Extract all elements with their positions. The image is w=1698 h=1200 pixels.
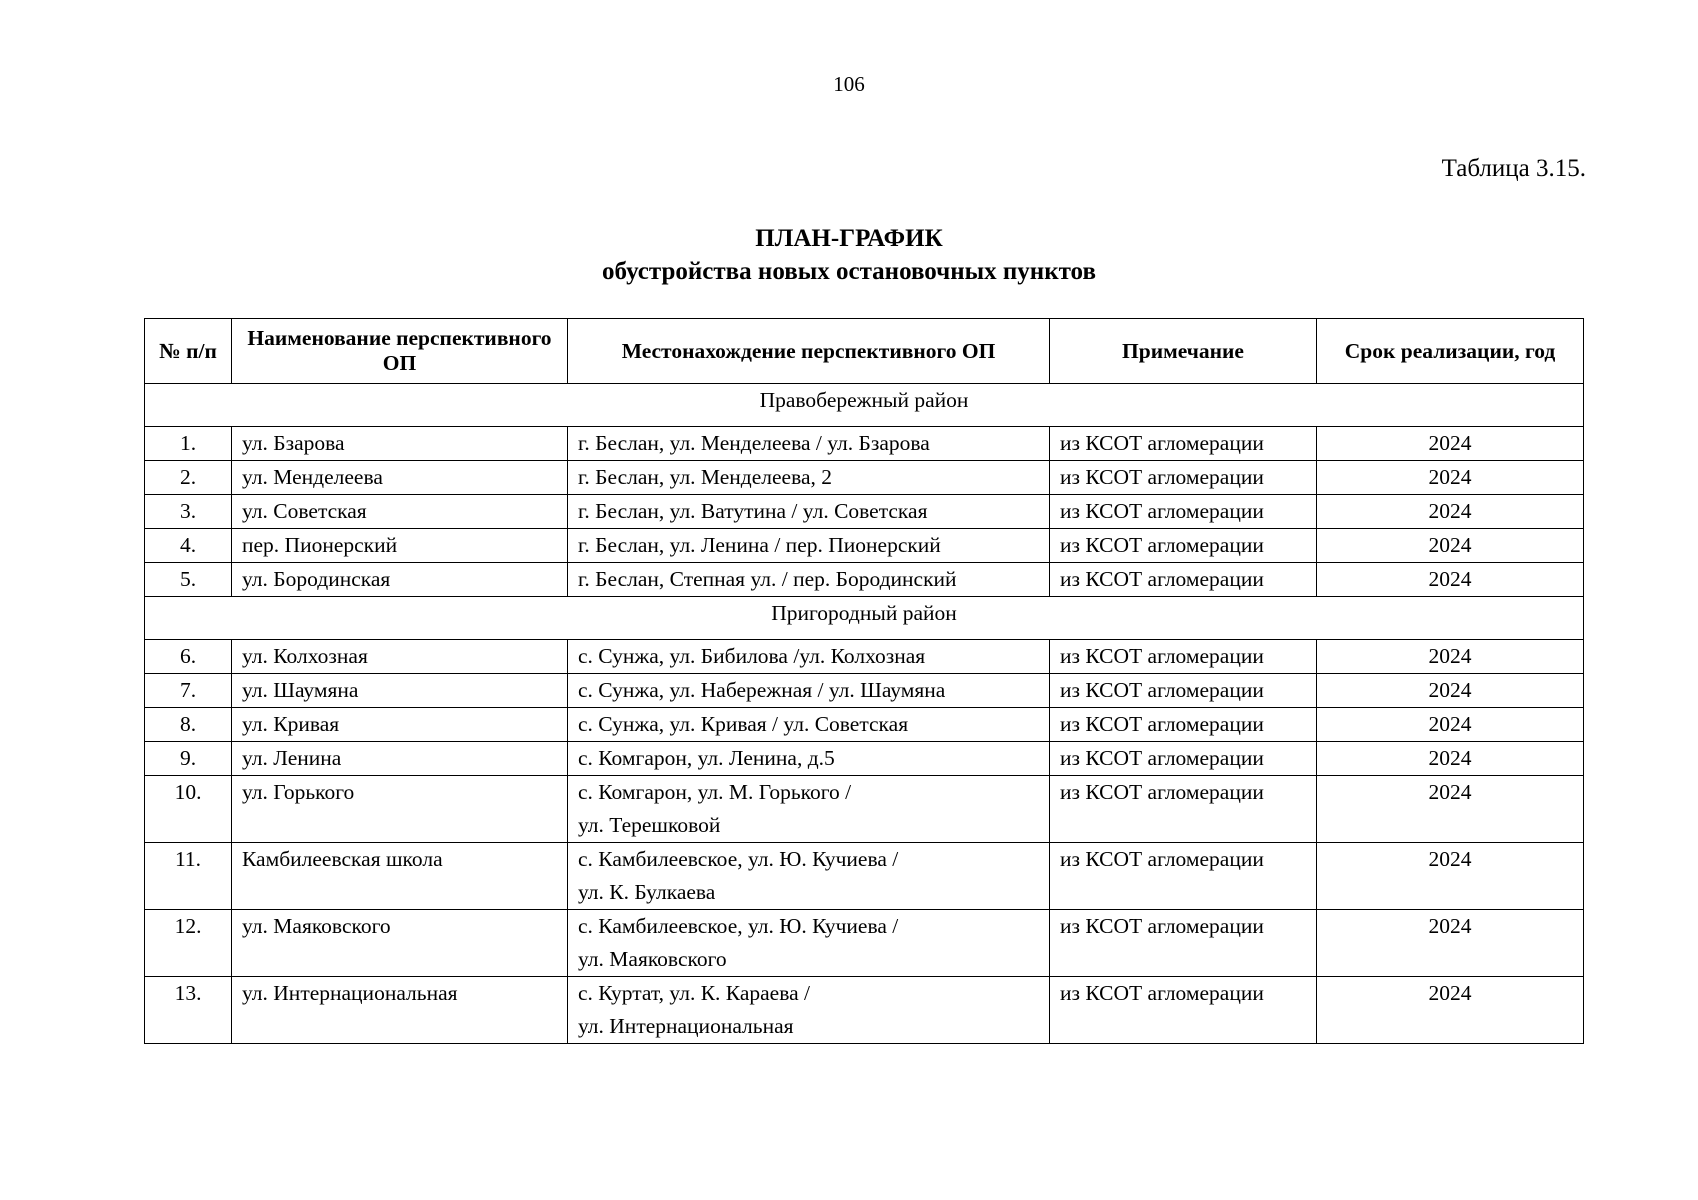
cell-note: из КСОТ агломерации	[1050, 640, 1317, 674]
cell-note: из КСОТ агломерации	[1050, 495, 1317, 529]
location-line: с. Сунжа, ул. Бибилова /ул. Колхозная	[578, 644, 926, 668]
table-row	[145, 843, 1584, 910]
cell-note: из КСОТ агломерации	[1050, 563, 1317, 597]
cell-year: 2024	[1317, 529, 1584, 563]
cell-name: ул. Горького	[232, 776, 568, 843]
cell-year: 2024	[1317, 674, 1584, 708]
cell-location	[568, 427, 1050, 461]
cell-name: ул. Советская	[232, 495, 568, 529]
cell-num: 7.	[145, 674, 232, 708]
cell-note: из КСОТ агломерации	[1050, 910, 1317, 977]
table-body	[145, 384, 1584, 1044]
cell-location	[568, 708, 1050, 742]
cell-year: 2024	[1317, 776, 1584, 843]
table-header-row	[145, 319, 1584, 384]
cell-num: 4.	[145, 529, 232, 563]
location-line: с. Сунжа, ул. Кривая / ул. Советская	[578, 712, 909, 736]
location-line: с. Сунжа, ул. Набережная / ул. Шаумяна	[578, 678, 946, 702]
table-row	[145, 461, 1584, 495]
cell-year: 2024	[1317, 742, 1584, 776]
location-line: с. Комгарон, ул. Ленина, д.5	[578, 746, 835, 770]
table-row	[145, 640, 1584, 674]
cell-num: 1.	[145, 427, 232, 461]
table-row	[145, 910, 1584, 977]
cell-year: 2024	[1317, 563, 1584, 597]
location-line: ул. Интернациональная	[578, 1014, 794, 1038]
cell-name: пер. Пионерский	[232, 529, 568, 563]
cell-num: 11.	[145, 843, 232, 910]
region-heading: Пригородный район	[145, 597, 1584, 640]
cell-year: 2024	[1317, 461, 1584, 495]
region-row	[145, 384, 1584, 427]
cell-name: ул. Интернациональная	[232, 977, 568, 1044]
cell-location	[568, 776, 1050, 843]
location-line: с. Камбилеевское, ул. Ю. Кучиева /	[578, 914, 899, 938]
table-row	[145, 776, 1584, 843]
cell-year: 2024	[1317, 427, 1584, 461]
location-line: ул. Терешковой	[578, 813, 721, 837]
cell-year: 2024	[1317, 640, 1584, 674]
header-term: Срок реализации, год	[1317, 319, 1584, 384]
region-heading: Правобережный район	[145, 384, 1584, 427]
schedule-table	[144, 318, 1584, 1044]
document-title-line-1: ПЛАН-ГРАФИК	[755, 225, 943, 252]
header-location: Местонахождение перспективного ОП	[568, 319, 1050, 384]
cell-note: из КСОТ агломерации	[1050, 674, 1317, 708]
cell-name: ул. Ленина	[232, 742, 568, 776]
table-row	[145, 563, 1584, 597]
location-line: с. Куртат, ул. К. Караева /	[578, 981, 810, 1005]
cell-name: ул. Кривая	[232, 708, 568, 742]
page-number: 106	[833, 72, 865, 96]
table-row	[145, 708, 1584, 742]
cell-name: ул. Бзарова	[232, 427, 568, 461]
cell-num: 9.	[145, 742, 232, 776]
location-line: г. Беслан, ул. Менделеева / ул. Бзарова	[578, 431, 930, 455]
region-row	[145, 597, 1584, 640]
table-row	[145, 977, 1584, 1044]
cell-year: 2024	[1317, 495, 1584, 529]
cell-note: из КСОТ агломерации	[1050, 776, 1317, 843]
location-line: ул. Маяковского	[578, 947, 727, 971]
cell-name: ул. Колхозная	[232, 640, 568, 674]
cell-num: 13.	[145, 977, 232, 1044]
cell-num: 3.	[145, 495, 232, 529]
location-line: ул. К. Булкаева	[578, 880, 716, 904]
cell-location	[568, 843, 1050, 910]
cell-note: из КСОТ агломерации	[1050, 977, 1317, 1044]
cell-name: Камбилеевская школа	[232, 843, 568, 910]
cell-location	[568, 495, 1050, 529]
cell-num: 2.	[145, 461, 232, 495]
cell-name: ул. Маяковского	[232, 910, 568, 977]
location-line: с. Комгарон, ул. М. Горького /	[578, 780, 852, 804]
location-line: г. Беслан, ул. Ленина / пер. Пионерский	[578, 533, 941, 557]
header-num: № п/п	[145, 319, 232, 384]
document-title-line-2: обустройства новых остановочных пунктов	[602, 258, 1096, 285]
table-row	[145, 742, 1584, 776]
cell-note: из КСОТ агломерации	[1050, 742, 1317, 776]
table-label: Таблица 3.15.	[1441, 155, 1586, 182]
cell-note: из КСОТ агломерации	[1050, 427, 1317, 461]
cell-location	[568, 674, 1050, 708]
cell-year: 2024	[1317, 708, 1584, 742]
cell-note: из КСОТ агломерации	[1050, 461, 1317, 495]
cell-note: из КСОТ агломерации	[1050, 843, 1317, 910]
cell-year: 2024	[1317, 977, 1584, 1044]
cell-num: 12.	[145, 910, 232, 977]
cell-location	[568, 563, 1050, 597]
cell-name: ул. Менделеева	[232, 461, 568, 495]
cell-location	[568, 640, 1050, 674]
location-line: с. Камбилеевское, ул. Ю. Кучиева /	[578, 847, 899, 871]
cell-location	[568, 529, 1050, 563]
cell-note: из КСОТ агломерации	[1050, 708, 1317, 742]
cell-num: 6.	[145, 640, 232, 674]
location-line: г. Беслан, Степная ул. / пер. Бородинский	[578, 567, 957, 591]
cell-location	[568, 910, 1050, 977]
cell-year: 2024	[1317, 843, 1584, 910]
cell-num: 5.	[145, 563, 232, 597]
cell-location	[568, 977, 1050, 1044]
cell-name: ул. Бородинская	[232, 563, 568, 597]
cell-note: из КСОТ агломерации	[1050, 529, 1317, 563]
document-title	[0, 222, 1698, 288]
header-note: Примечание	[1050, 319, 1317, 384]
table-row	[145, 427, 1584, 461]
cell-name: ул. Шаумяна	[232, 674, 568, 708]
location-line: г. Беслан, ул. Ватутина / ул. Советская	[578, 499, 928, 523]
cell-num: 8.	[145, 708, 232, 742]
cell-num: 10.	[145, 776, 232, 843]
table-row	[145, 529, 1584, 563]
cell-year: 2024	[1317, 910, 1584, 977]
table-row	[145, 674, 1584, 708]
header-name: Наименование перспективного ОП	[232, 319, 568, 384]
cell-location	[568, 742, 1050, 776]
cell-location	[568, 461, 1050, 495]
table-row	[145, 495, 1584, 529]
location-line: г. Беслан, ул. Менделеева, 2	[578, 465, 833, 489]
